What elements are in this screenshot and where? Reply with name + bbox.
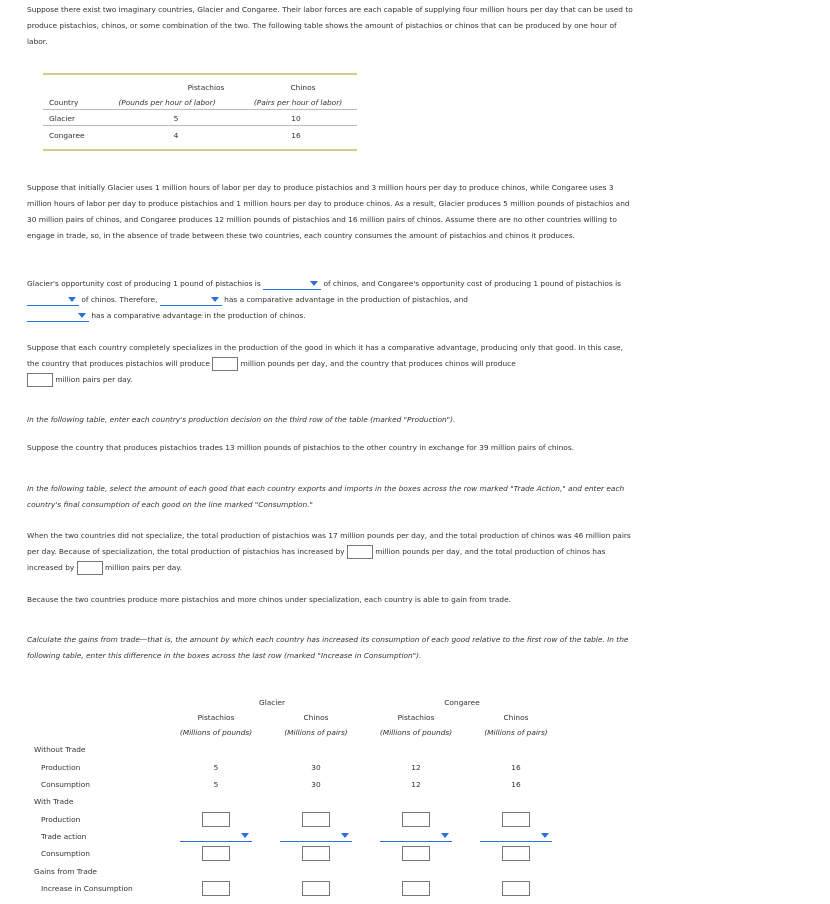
unit-pistachios: (Pounds per hour of labor) xyxy=(118,98,216,107)
row-consumption: Consumption xyxy=(41,780,90,789)
col-pistachios: Pistachios xyxy=(397,713,435,722)
pistachio-production-input[interactable] xyxy=(212,357,238,371)
section-gains: Gains from Trade xyxy=(34,867,97,876)
row-increase: Increase in Consumption xyxy=(41,884,133,893)
pistachio-increase-input[interactable] xyxy=(347,545,373,559)
value-cell: 30 xyxy=(311,763,321,772)
total-production-text: When the two countries did not specialize, the total production of pistachios was 17 million pounds per day, and the total production of chinos was 46 million pairs per day. Because of specialization, the total production of pistachios has increased by million pounds per day, and the total production of chinos has increased by million pairs per day. xyxy=(27,528,637,576)
congaree-pistachio-increase-input[interactable] xyxy=(402,881,430,896)
trade-terms-text: Suppose the country that produces pistachios trades 13 million pounds of pistachios to the other country in exchange for 39 million pairs of chinos. xyxy=(27,443,575,452)
row-pistachios: 5 xyxy=(173,114,179,123)
chevron-down-icon xyxy=(78,313,86,318)
chino-advantage-select[interactable] xyxy=(27,311,89,322)
chevron-down-icon xyxy=(441,833,449,838)
scenario-text: Suppose that initially Glacier uses 1 million hours of labor per day to produce pistachios and 3 million hours per day to produce chinos, while Congaree uses 3 million hours of labor per day to produce pistachios and 1 million hours per day to produce chinos. As a result, Glacier produces 5 million pounds of pistachios and 30 million pairs of chinos, and Congaree produces 12 million pounds of pistachios and 16 million pairs of chinos. Assume there are no other countries willing to engage in trade, so, in the absence of trade between these two countries, each country consumes the amount of pistachios and chinos it produces. xyxy=(27,183,630,240)
congaree-chino-consumption-input[interactable] xyxy=(502,846,530,861)
row-pistachios: 4 xyxy=(173,131,179,140)
glacier-pistachio-trade-select[interactable] xyxy=(180,830,252,842)
glacier-chino-consumption-input[interactable] xyxy=(302,846,330,861)
col-pistachios: Pistachios xyxy=(187,83,225,92)
col-pistachios: Pistachios xyxy=(197,713,235,722)
value-cell: 16 xyxy=(511,763,521,772)
congaree-pistachio-production-input[interactable] xyxy=(402,812,430,827)
chevron-down-icon xyxy=(341,833,349,838)
section-with-trade: With Trade xyxy=(34,797,74,806)
glacier-chino-production-input[interactable] xyxy=(302,812,330,827)
instruction-gains: Calculate the gains from trade—that is, the amount by which each country has increased its consumption of each good relative to the first row of the table. In the following table, enter this difference in the boxes across the last row (marked "Increase in Consumption"). xyxy=(27,635,629,660)
row-country: Congaree xyxy=(49,131,85,140)
value-cell: 12 xyxy=(411,780,421,789)
row-production: Production xyxy=(41,815,81,824)
row-chinos: 16 xyxy=(291,131,301,140)
chevron-down-icon xyxy=(310,281,318,286)
chevron-down-icon xyxy=(68,297,76,302)
header-congaree: Congaree xyxy=(444,698,480,707)
chino-increase-input[interactable] xyxy=(77,561,103,575)
row-country: Glacier xyxy=(49,114,76,123)
congaree-chino-trade-select[interactable] xyxy=(480,830,552,842)
chevron-down-icon xyxy=(211,297,219,302)
col-chinos: Chinos xyxy=(303,713,329,722)
congaree-chino-production-input[interactable] xyxy=(502,812,530,827)
congaree-opp-cost-select[interactable] xyxy=(27,295,79,306)
unit-pounds: (Millions of pounds) xyxy=(179,728,253,737)
glacier-pistachio-production-input[interactable] xyxy=(202,812,230,827)
congaree-pistachio-consumption-input[interactable] xyxy=(402,846,430,861)
col-country: Country xyxy=(49,98,79,107)
unit-chinos: (Pairs per hour of labor) xyxy=(253,98,343,107)
header-glacier: Glacier xyxy=(258,698,285,707)
unit-pairs: (Millions of pairs) xyxy=(484,728,548,737)
glacier-chino-trade-select[interactable] xyxy=(280,830,352,842)
value-cell: 5 xyxy=(213,763,219,772)
glacier-chino-increase-input[interactable] xyxy=(302,881,330,896)
value-cell: 30 xyxy=(311,780,321,789)
specialization-text: Suppose that each country completely specializes in the production of the good in which it has a comparative advantage, producing only that good. In this case, the country that produces pistachios will produce million pounds per day, and the country that produces chinos will produce million pairs per day. xyxy=(27,340,637,388)
row-consumption: Consumption xyxy=(41,849,90,858)
row-trade-action: Trade action xyxy=(41,832,87,841)
value-cell: 12 xyxy=(411,763,421,772)
value-cell: 5 xyxy=(213,780,219,789)
chino-production-input[interactable] xyxy=(27,373,53,387)
instruction-trade-action: In the following table, select the amount of each good that each country exports and imports in the boxes across the row marked "Trade Action," and enter each country's final consumption of each good on the line marked "Consumption." xyxy=(27,484,625,509)
opportunity-cost-text: Glacier's opportunity cost of producing 1 pound of pistachios is of chinos, and Congaree's opportunity cost of producing 1 pound of pistachios is of chinos. Therefore, has a comparative advantage in the production of pistachios, and has a comparative advantage in the production of chinos. xyxy=(27,279,621,320)
glacier-pistachio-increase-input[interactable] xyxy=(202,881,230,896)
congaree-pistachio-trade-select[interactable] xyxy=(380,830,452,842)
chevron-down-icon xyxy=(541,833,549,838)
gain-from-trade-text: Because the two countries produce more pistachios and more chinos under specialization, each country is able to gain from trade. xyxy=(27,595,512,604)
glacier-pistachio-consumption-input[interactable] xyxy=(202,846,230,861)
col-chinos: Chinos xyxy=(290,83,316,92)
unit-pounds: (Millions of pounds) xyxy=(379,728,453,737)
row-production: Production xyxy=(41,763,81,772)
col-chinos: Chinos xyxy=(503,713,529,722)
pistachio-advantage-select[interactable] xyxy=(160,295,222,306)
intro-text: Suppose there exist two imaginary countries, Glacier and Congaree. Their labor forces are each capable of supplying four million hours per day that can be used to produce pistachios, chinos, or some combination of the two. The following table shows the amount of pistachios or chinos that can be produced by one hour of labor. xyxy=(27,5,633,46)
instruction-production: In the following table, enter each country's production decision on the third row of the table (marked "Production"). xyxy=(27,415,456,424)
value-cell: 16 xyxy=(511,780,521,789)
row-chinos: 10 xyxy=(291,114,301,123)
unit-pairs: (Millions of pairs) xyxy=(284,728,348,737)
glacier-opp-cost-select[interactable] xyxy=(263,279,321,290)
section-without-trade: Without Trade xyxy=(34,745,86,754)
chevron-down-icon xyxy=(241,833,249,838)
congaree-chino-increase-input[interactable] xyxy=(502,881,530,896)
